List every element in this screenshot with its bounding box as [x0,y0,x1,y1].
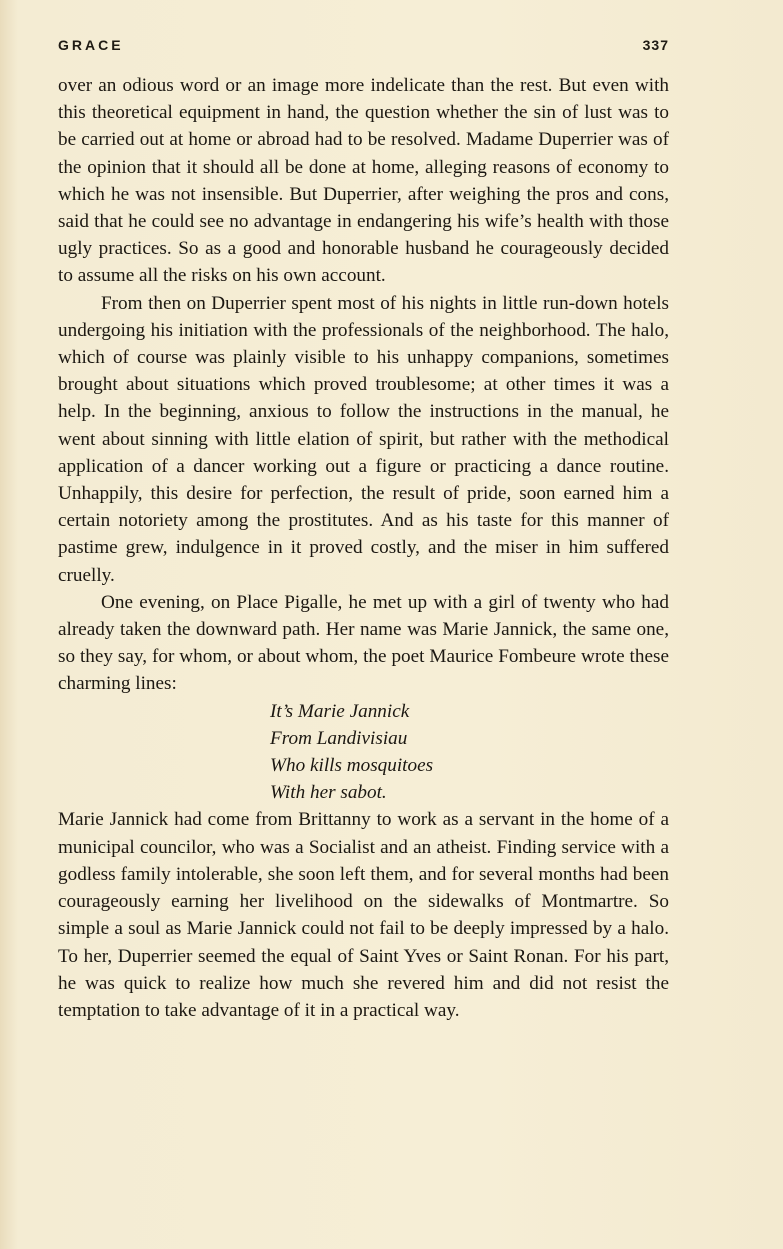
poem-line-3: Who kills mosquitoes [270,755,434,777]
running-head: GRACE [58,37,124,53]
poem-line-4: With her sabot. [270,782,387,804]
paragraph-2: From then on Duperrier spent most of his nights in little run-down hotels undergoing his initiation with the professionals of the neighborhood. The halo, which of course was plainly visible to his unhappy companions, sometimes brought about situations which proved troublesome; at other times it was a help. In the beginning, anxious to follow the instructions in the manual, he went about sinning with little elation of spirit, but rather with the methodical application of a dancer working out a figure or practicing a dance routine. Unhappily, this desire for perfection, the result of pride, soon earned him a certain notoriety among the prostitutes. And as his taste for this manner of pastime grew, indulgence in it proved costly, and the miser in him suffered cruelly. [58,292,669,586]
page-number: 337 [642,37,669,53]
paragraph-4: Marie Jannick had come from Brittanny to work as a servant in the home of a municipal councilor, who was a Socialist and an atheist. Finding service with a godless family intolerable, she soon left them, and for several months had been courageously earning her livelihood on the sidewalks of Montmartre. So simple a soul as Marie Jannick could not fail to be deeply impressed by a halo. To her, Duperrier seemed the equal of Saint Yves or Saint Ronan. For his part, he was quick to realize how much she revered him and did not resist the temptation to take advantage of it in a practical way. [58,809,669,1021]
paragraph-3: One evening, on Place Pigalle, he met up with a girl of twenty who had already taken the downward path. Her name was Marie Jannick, the same one, so they say, for whom, or about whom, the poet Maurice Fombeure wrote these charming lines: [58,591,669,695]
page-header [58,37,669,59]
paragraph-1: over an odious word or an image more indelicate than the rest. But even with this theoretical equipment in hand, the question whether the sin of lust was to be carried out at home or abroad had to be resolved. Madame Duperrier was of the opinion that it should all be done at home, alleging reasons of economy to which he was not insensible. But Duperrier, after weighing the pros and cons, said that he could see no advantage in endangering his wife’s health with those ugly practices. So as a good and honorable husband he courageously decided to assume all the risks on his own account. [58,75,669,287]
poem-quotation [58,698,669,807]
body-text [58,72,669,1024]
poem-line-1: It’s Marie Jannick [270,700,410,722]
poem-line-2: From Landivisiau [270,727,408,749]
